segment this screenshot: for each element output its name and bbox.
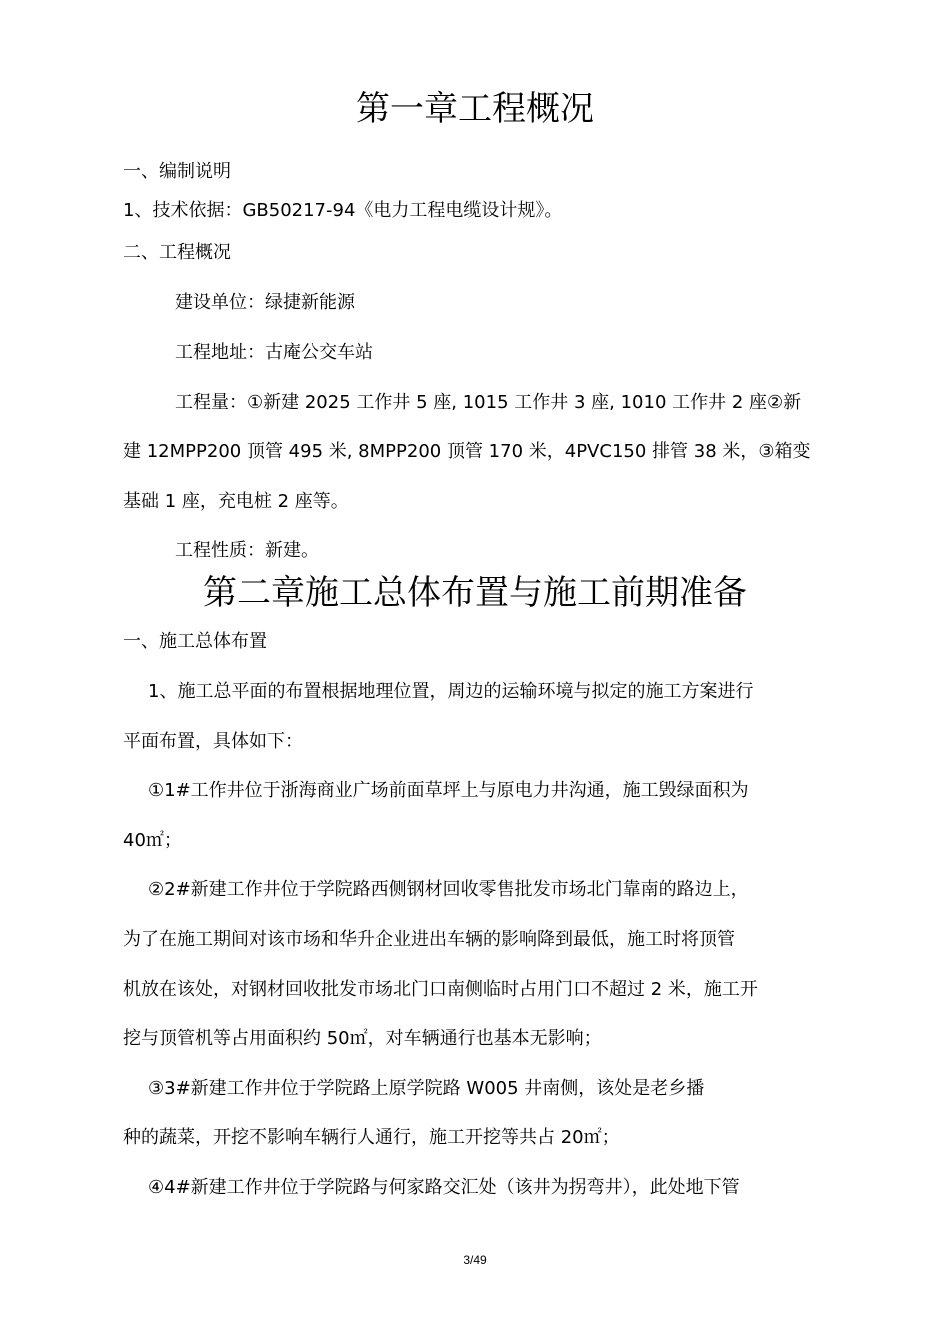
item1-line: ①1#工作井位于浙海商业广场前面草坪上与原电力井沟通，施工毁绿面积为 (148, 780, 749, 801)
builder-line: 建设单位：绿捷新能源 (175, 292, 355, 313)
section-layout-title: 一、施工总体布置 (123, 631, 267, 652)
quantity-line: 工程量：①新建 2025 工作井 5 座, 1015 工作井 3 座, 1010 工作井 2 座②新 (175, 392, 802, 413)
quantity-line: 建 12MPP200 顶管 495 米, 8MPP200 顶管 170 米，4PVC150 排管 38 米，③箱变 (123, 441, 811, 462)
intro-line: 平面布置，具体如下： (123, 731, 303, 752)
section-overview-title: 二、工程概况 (123, 242, 231, 263)
item4-line: ④4#新建工作井位于学院路与何家路交汇处（该井为拐弯井），此处地下管 (148, 1177, 740, 1198)
chapter1-title: 第一章工程概况 (356, 89, 594, 129)
technical-basis-item: 1、技术依据：GB50217-94《电力工程电缆设计规》。 (123, 200, 563, 221)
item2-line: 为了在施工期间对该市场和华升企业进出车辆的影响降到最低，施工时将顶管 (123, 929, 735, 950)
item2-line: 挖与顶管机等占用面积约 50㎡，对车辆通行也基本无影响； (123, 1028, 602, 1049)
item3-line: 种的蔬菜，开挖不影响车辆行人通行，施工开挖等共占 20㎡； (123, 1127, 620, 1148)
item2-line: 机放在该处，对钢材回收批发市场北门口南侧临时占用门口不超过 2 米，施工开 (123, 979, 758, 1000)
section-compile-notes-title: 一、编制说明 (123, 161, 231, 182)
nature-line: 工程性质：新建。 (175, 540, 319, 561)
page-number: 3/49 (463, 1253, 487, 1267)
item1-line: 40㎡； (123, 830, 182, 851)
item2-line: ②2#新建工作井位于学院路西侧钢材回收零售批发市场北门靠南的路边上， (148, 879, 749, 900)
chapter2-title: 第二章施工总体布置与施工前期准备 (203, 573, 747, 613)
item3-line: ③3#新建工作井位于学院路上原学院路 W005 井南侧，该处是老乡播 (148, 1078, 705, 1099)
address-line: 工程地址：古庵公交车站 (175, 342, 373, 363)
intro-line: 1、施工总平面的布置根据地理位置，周边的运输环境与拟定的施工方案进行 (148, 681, 754, 702)
quantity-line: 基础 1 座，充电桩 2 座等。 (123, 491, 349, 512)
